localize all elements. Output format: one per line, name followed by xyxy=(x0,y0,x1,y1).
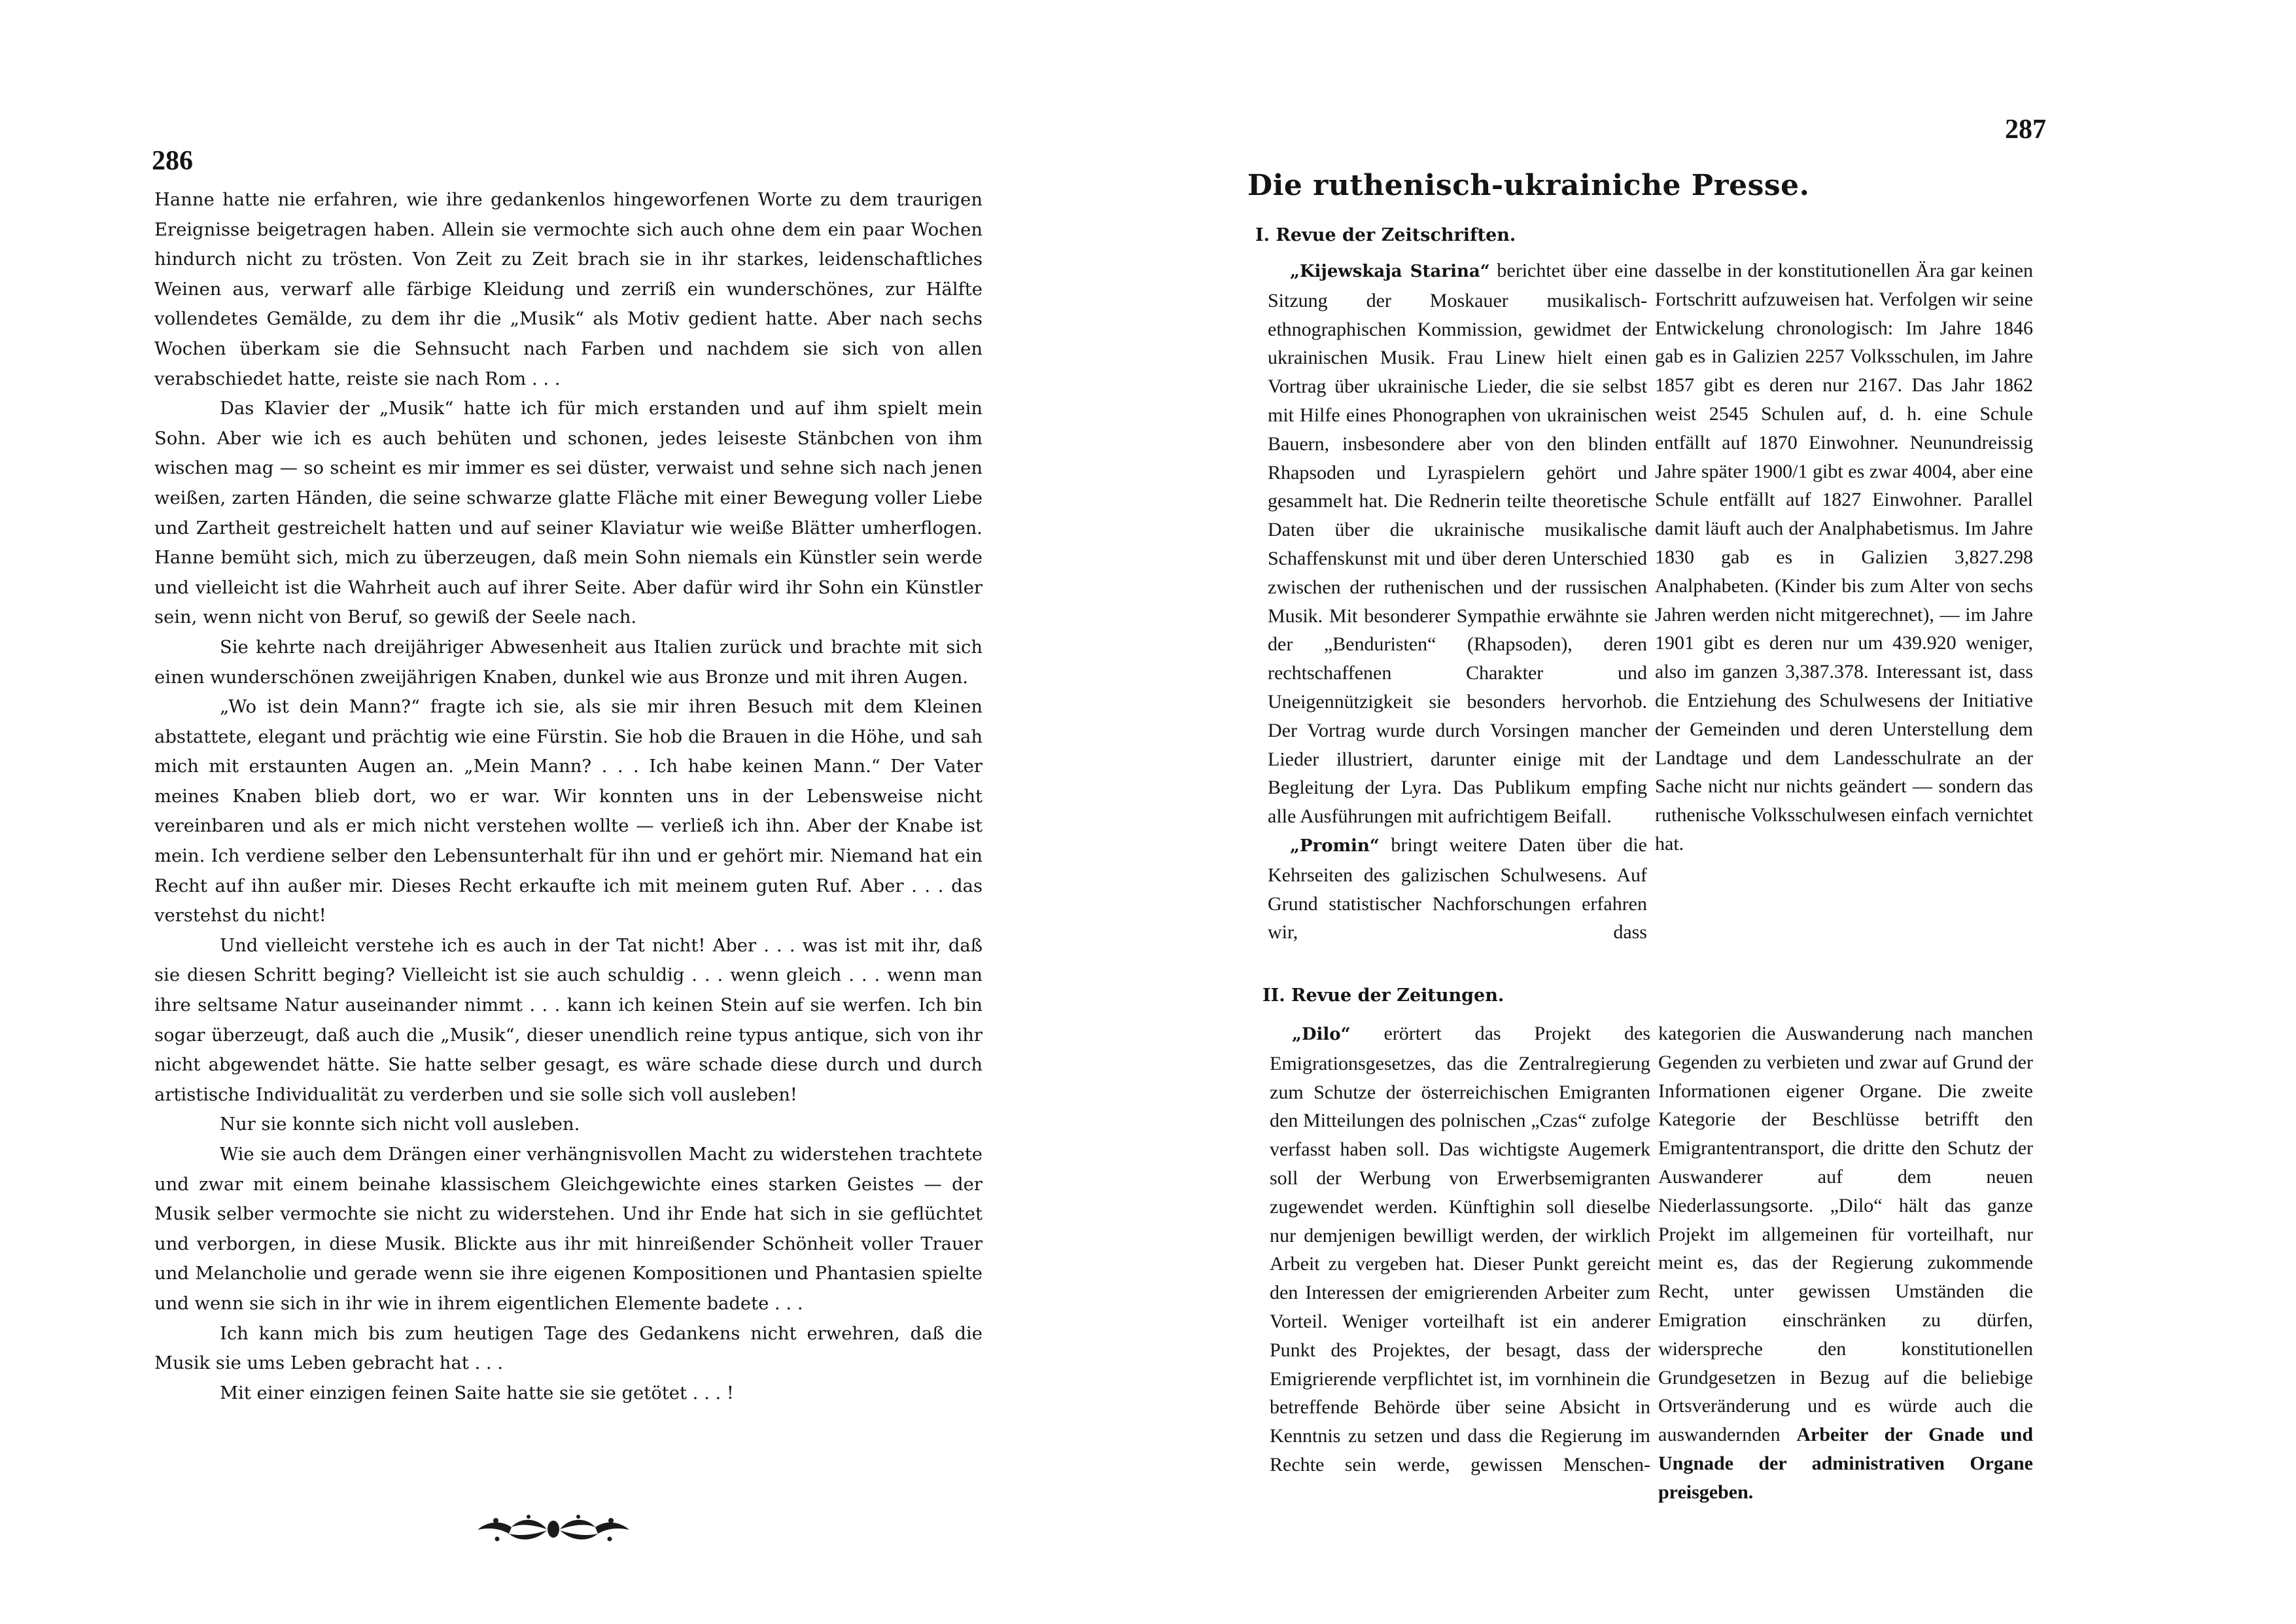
paragraph: Hanne hatte nie erfahren, wie ihre gedankenlos hingeworfenen Worte zu dem traurigen Ereignisse beigetragen haben. Allein sie vermochte sich auch ohne dem ein paar Wochen hindurch nicht zu trösten. Von Zeit zu Zeit brach sie in ihr starkes, leidenschaftliches Weinen aus, verwarf alle färbige Kleidung und zerriß ein wunderschönes, zur Hälfte vollendetes Gemälde, zu dem ihr die „Musik“ als Motiv gedient hatte. Aber nach sechs Wochen überkam sie die Sehnsucht nach Farben und nachdem sie sich von allen verabschiedet hatte, reiste sie nach Rom . . . xyxy=(154,190,983,389)
paragraph: Sie kehrte nach dreijähriger Abwesenheit aus Italien zurück und brachte mit sich einen wunderschönen zweijährigen Knaben, dunkel wie aus Bronze und mit ihren Augen. xyxy=(154,637,983,688)
right-page xyxy=(1148,0,2296,1624)
paragraph: Das Klavier der „Musik“ hatte ich für mich erstanden und auf ihm spielt mein Sohn. Aber wie ich es auch behüten und schonen, jedes leiseste Stänbchen von ihm wischen mag — so scheint es mir immer es sei düster, verwaist und sehne sich nach jenen weißen, zarten Händen, die seine schwarze glatte Fläche mit einer Bewegung voller Liebe und Zartheit gestreichelt hatten und auf seiner Klaviatur wie weiße Blätter umherflogen. Hanne bemüht sich, mich zu überzeugen, daß mein Sohn niemals ein Künstler sein werde und vielleicht ist die Wahrheit auch auf ihrer Seite. Aber dafür wird ihr Sohn ein Künstler sein, wenn nicht von Beruf, so gewiß der Seele nach. xyxy=(154,398,983,628)
paragraph: Und vielleicht verstehe ich es auch in der Tat nicht! Aber . . . was ist mit ihr, daß sie diesen Schritt beging? Vielleicht ist sie auch schuldig . . . wenn gleich . . . wenn man ihre seltsame Natur auseinander nimmt . . . kann ich keinen Stein auf sie werfen. Ich bin sogar überzeugt, daß auch die „Musik“, dieser unendlich reine typus antique, sich von ihr nicht abgewendet hätte. Sie hatte selber gesagt, es wäre schade diese durch und durch artistische Individualität zu verderben und sie solle sich voll ausleben! xyxy=(154,935,983,1105)
column-left xyxy=(1270,1019,1650,1479)
article-title: Die ruthenisch-ukrainiche Presse. xyxy=(1247,169,1810,202)
paragraph: „Dilo“ erörtert das Projekt des Emigrationsgesetzes, das die Zentralregierung zum Schutze der österreichischen Emigranten den Mitteilungen des polnischen „Czas“ zufolge verfasst haben soll. Das wichtigste Augemerk soll der Werbung von Erwerbsemigranten zugewendet werden. Künftighin soll dieselbe nur demjenigen bewilligt werden, der wirklich Arbeit zu vergeben hat. Dieser Punkt gereicht den Interessen der emigrierenden Arbeiter zum Vorteil. Weniger vorteilhaft ist ein anderer Punkt des Projektes, der besagt, dass der Emigrierende verpflichtet ist, im vornhinein die betreffende Behörde über seine Absicht in Kenntnis zu setzen und dass die Regierung im Rechte sein werde, gewissen Menschen- xyxy=(1270,1023,1650,1475)
paragraph: kategorien die Auswanderung nach manchen Gegenden zu verbieten und zwar auf Grund der Informationen eigener Organe. Die zweite Kategorie der Beschlüsse betrifft den Emigrantentransport, die dritte den Schutz der Auswanderer auf dem neuen Niederlassungsorte. „Dilo“ hält das ganze Projekt im allgemeinen für vorteilhaft, nur meint es, das der Regierung zukommende Recht, unter gewissen Umständen die Emigration einschränken zu dürfen, widerspreche den konstitutionellen Grundgesetzen in Bezug auf die beliebige Ortsveränderung und es würde auch die auswandernden Arbeiter der Gnade und Ungnade der administrativen Organe preisgeben. xyxy=(1658,1023,2033,1503)
paragraph: dasselbe in der konstitutionellen Ära gar keinen Fortschritt aufzuweisen hat. Verfolgen wir seine Entwickelung chronologisch: Im Jahre 1846 gab es in Galizien 2257 Volksschulen, im Jahre 1857 gibt es deren nur 2167. Das Jahr 1862 weist 2545 Schulen auf, d. h. eine Schule entfällt auf 1870 Einwohner. Neunundreissig Jahre später 1900/1 gibt es zwar 4004, aber eine Schule entfällt auf 1827 Einwohner. Parallel damit läuft auch der Analphabetismus. Im Jahre 1830 gab es in Galizien 3,827.298 Analphabeten. (Kinder bis zum Alter von sechs Jahren werden nicht mitgerechnet), — im Jahre 1901 gibt es deren nur um 439.920 weniger, also im ganzen 3,387.378. Interessant ist, dass die Entziehung des Schulwesens der Initiative der Gemeinden und deren Unterstellung dem Landtage und dem Landesschulrate an der Sache nicht nur nichts geändert — sondern das ruthenische Volksschulwesen einfach vernichtet hat. xyxy=(1655,260,2033,855)
page-number: 287 xyxy=(2005,115,2046,145)
floral-ornament-icon xyxy=(474,1513,633,1545)
section-heading: I. Revue der Zeitschriften. xyxy=(1255,225,1516,245)
paragraph: „Kijewskaja Starina“ berichtet über eine Sitzung der Moskauer musikalisch-ethnographischen Kommission, gewidmet der ukrainischen Musik. Frau Linew hielt einen Vortrag über ukrainische Lieder, die sie selbst mit Hilfe eines Phonographen von ukrainischen Bauern, insbesondere aber von den blinden Rhapsoden und Lyraspielern gehört und gesammelt hat. Die Rednerin teilte theoretische Daten über die ukrainische musikalische Schaffenskunst mit und über deren Unterschied zwischen der ruthenischen und der russischen Musik. Mit besonderer Sympathie erwähnte sie der „Benduristen“ (Rhapsoden), deren rechtschaffenen Charakter und Uneigennützigkeit sie besonders hervorhob. Der Vortrag wurde durch Vorsingen mancher Lieder illustriert, darunter einige mit der Begleitung der Lyra. Das Publikum empfing alle Ausführungen mit aufrichtigem Beifall. xyxy=(1268,260,1647,828)
section-heading: II. Revue der Zeitungen. xyxy=(1262,985,1505,1006)
paragraph: Wie sie auch dem Drängen einer verhängnisvollen Macht zu widerstehen trachtete und zwar mit einem beinahe klassischem Gleichgewichte eines starken Geistes — der Musik selber vermochte sie nicht zu widerstehen. Und ihr Ende hat sich in sie geflüchtet und verborgen, in diese Musik. Blickte aus ihr mit hinreißender Schönheit voller Trauer und Melancholie und gerade wenn sie ihre eigenen Kompositionen und Phantasien spielte und wenn sie sich in ihr wie in ihrem eigentlichen Elemente badete . . . xyxy=(154,1144,983,1314)
paragraph: Mit einer einzigen feinen Saite hatte sie sie getötet . . . ! xyxy=(220,1383,734,1403)
periodical-name: „Kijewskaja Starina“ xyxy=(1290,262,1490,281)
column-left xyxy=(1268,256,1647,947)
periodical-name: „Promin“ xyxy=(1290,836,1380,856)
periodical-name: „Dilo“ xyxy=(1292,1025,1351,1044)
paragraph: Ich kann mich bis zum heutigen Tage des Gedankens nicht erwehren, daß die Musik sie ums Leben gebracht hat . . . xyxy=(154,1323,983,1374)
paragraph: Nur sie konnte sich nicht voll ausleben. xyxy=(220,1114,580,1135)
page-number: 286 xyxy=(152,146,193,176)
story-text xyxy=(154,185,983,1408)
column-right xyxy=(1658,1019,2033,1507)
paragraph: „Promin“ bringt weitere Daten über die Kehrseiten des galizischen Schulwesens. Auf Grund statistischer Nachforschungen erfahren wir, dass xyxy=(1268,834,1647,944)
column-right xyxy=(1655,256,2033,858)
paragraph: „Wo ist dein Mann?“ fragte ich sie, als sie mir ihren Besuch mit dem Kleinen abstattete, elegant und prächtig wie eine Fürstin. Sie hob die Brauen in die Höhe, und sah mich mit erstaunten Augen an. „Mein Mann? . . . Ich habe keinen Mann.“ Der Vater meines Knaben blieb dort, wo er war. Wir konnten uns in der Lebensweise nicht vereinbaren und als er mich nicht verstehen wollte — verließ ich ihn. Aber der Knabe ist mein. Ich verdiene selber den Lebensunterhalt für ihn und er gehört mir. Niemand hat ein Recht auf ihn außer mir. Dieses Recht erkaufte ich mit meinem guten Ruf. Aber . . . das verstehst du nicht! xyxy=(154,697,983,927)
